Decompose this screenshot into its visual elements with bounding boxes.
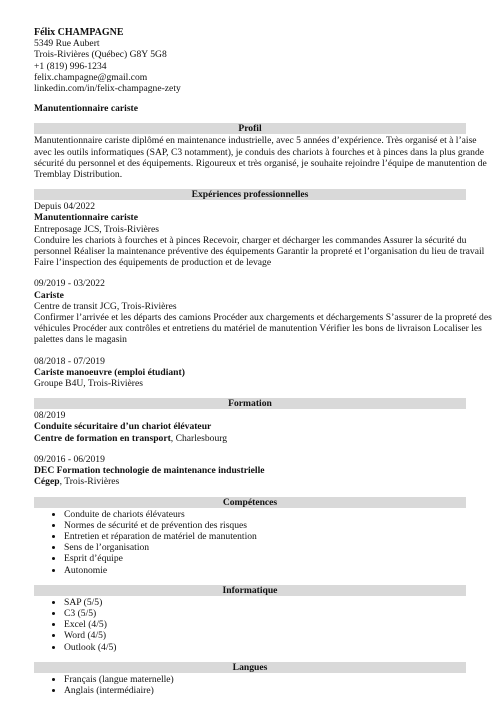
skill-item: • Normes de sécurité et de prévention des risques xyxy=(64,520,466,531)
computing-list xyxy=(34,597,466,653)
profile-line: avec les outils informatiques (SAP, C3 notamment), je conduis des chariots à fourches et à pinces dans la plus grande xyxy=(34,146,484,158)
contact-block xyxy=(34,27,466,94)
languages-section xyxy=(34,662,466,696)
profile-line: sécurité du personnel et des équipements. Rigoureux et très organisé, je souhaite rejoindre l’équipe de manutention de xyxy=(34,157,487,169)
experience-entry xyxy=(34,356,466,390)
experience-title: Cariste manoeuvre (emploi étudiant) xyxy=(34,366,185,378)
experience-company: Centre de transit JCG, Trois-Rivières xyxy=(34,300,177,312)
experience-dates: 08/2018 - 07/2019 xyxy=(34,355,105,367)
experience-desc-line: Confirmer l’arrivée et les départs des camions Procéder aux chargements et déchargements S’assurer de la propreté des xyxy=(34,312,492,324)
experience-title: Manutentionnaire cariste xyxy=(34,212,139,224)
languages-list xyxy=(34,674,466,696)
skills-list xyxy=(34,509,466,576)
job-title: Manutentionnaire cariste xyxy=(34,103,139,115)
skills-section xyxy=(34,497,466,576)
education-dates: 09/2016 - 06/2019 xyxy=(34,453,105,465)
contact-address: 5349 Rue Aubert xyxy=(34,38,100,50)
languages-heading: Langues xyxy=(34,662,466,673)
computing-item: • Outlook (4/5) xyxy=(64,642,466,653)
computing-item: • Word (4/5) xyxy=(64,630,466,641)
contact-city: Trois-Rivières (Québec) G8Y 5G8 xyxy=(34,49,167,61)
education-heading: Formation xyxy=(34,398,466,409)
education-entry xyxy=(34,410,466,444)
computing-section xyxy=(34,585,466,653)
skill-item: • Conduite de chariots élévateurs xyxy=(64,509,466,520)
education-title: DEC Formation technologie de maintenance industrielle xyxy=(34,465,265,477)
profile-line: Manutentionnaire cariste diplômé en maintenance industrielle, avec 5 années d’expérience. Très organisé et à l’aise xyxy=(34,135,477,147)
experience-desc-line: palettes dans le magasin xyxy=(34,334,127,346)
skill-item: • Sens de l’organisation xyxy=(64,542,466,553)
experience-desc-line: Faire l’inspection des équipements de production et de levage xyxy=(34,257,272,269)
profile-text xyxy=(34,135,487,181)
language-item: • Français (langue maternelle) xyxy=(64,674,466,685)
computing-item: • SAP (5/5) xyxy=(64,597,466,608)
computing-item: • C3 (5/5) xyxy=(64,608,466,619)
language-item: • Anglais (intermédiaire) xyxy=(64,685,466,696)
experience-desc-line: Conduire les chariots à fourches et à pinces Recevoir, charger et décharger les commandes Assurer la sécurité du xyxy=(34,234,467,246)
skill-item: • Esprit d’équipe xyxy=(64,553,466,564)
education-section xyxy=(34,398,466,487)
experience-dates: Depuis 04/2022 xyxy=(34,201,96,213)
skill-item: • Autonomie xyxy=(64,565,466,576)
profile-heading: Profil xyxy=(34,123,466,134)
education-school-line xyxy=(34,433,466,444)
contact-phone: +1 (819) 996-1234 xyxy=(34,60,107,72)
experience-desc-line: véhicules Procéder aux contrôles et entretiens du matériel de manutention Vérifier les bons de livraison Localiser les xyxy=(34,323,482,335)
experience-dates: 09/2019 - 03/2022 xyxy=(34,278,105,290)
experience-title: Cariste xyxy=(34,289,64,301)
education-title: Conduite sécuritaire d’un chariot élévateur xyxy=(34,421,212,433)
skills-heading: Compétences xyxy=(34,497,466,508)
education-school: Cégep xyxy=(34,476,60,488)
contact-email: felix.champagne@gmail.com xyxy=(34,71,148,83)
profile-line: Tremblay Distribution. xyxy=(34,169,123,181)
experience-entry xyxy=(34,278,492,346)
education-location: , Trois-Rivières xyxy=(59,476,120,488)
candidate-name: Félix CHAMPAGNE xyxy=(34,27,124,38)
skill-item: • Entretien et réparation de matériel de manutention xyxy=(64,531,466,542)
experience-company: Groupe B4U, Trois-Rivières xyxy=(34,378,143,390)
profile-section xyxy=(34,123,487,181)
experience-desc-line: personnel Réaliser la maintenance préventive des équipements Garantir la propreté et l’organisation du lieu de travail xyxy=(34,246,485,258)
education-school-line xyxy=(34,476,466,487)
education-school: Centre de formation en transport xyxy=(34,432,171,444)
computing-item: • Excel (4/5) xyxy=(64,619,466,630)
education-location: , Charlesbourg xyxy=(170,432,228,444)
education-dates: 08/2019 xyxy=(34,410,66,422)
experience-entry xyxy=(34,201,485,269)
experience-company: Entreposage JCS, Trois-Rivières xyxy=(34,223,159,235)
experience-section xyxy=(34,189,492,390)
education-entry xyxy=(34,454,466,488)
experience-heading: Expériences professionnelles xyxy=(34,189,466,200)
contact-linkedin: linkedin.com/in/felix-champagne-zety xyxy=(34,83,181,95)
computing-heading: Informatique xyxy=(34,585,466,596)
